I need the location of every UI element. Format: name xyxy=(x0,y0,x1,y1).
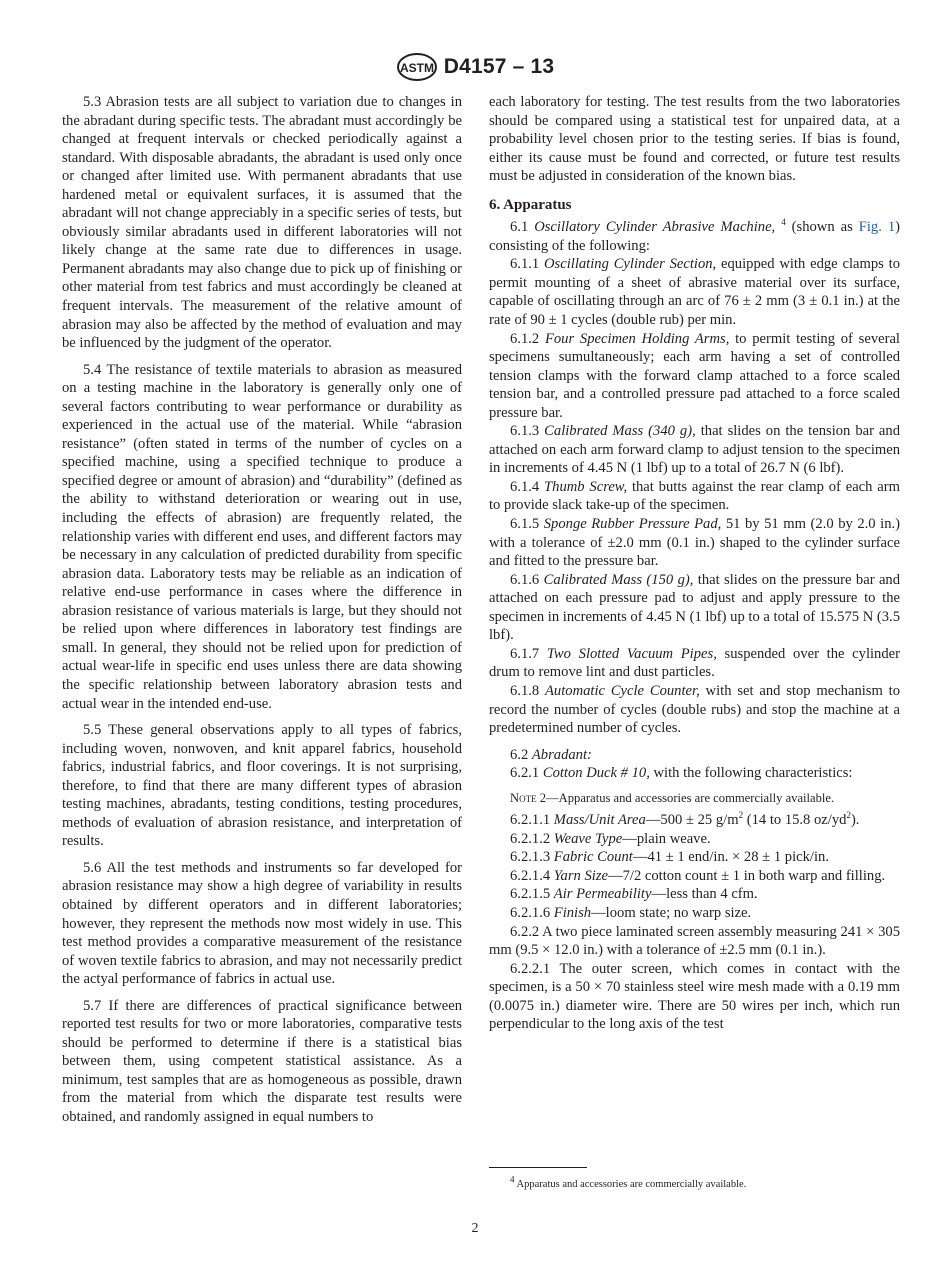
text-run: 5.4 The resistance of textile materials to abrasion as measured on a testing machine in the laboratory is generally only one of several factors contributing to wear performance or durability as experienced in the actual use of the material. While “abrasion resistance” (often stated in terms of the number of cycles on a specified machine, using a specified technique to produce a specified degree or amount of abrasion) and “durability” (defined as the ability to withstand deterioration or wearing out in use, including the effects of abrasion) are frequently related, the relationship varies with different end uses, and different factors may be necessary in any calculation of predicted durability from specific abrasion data. Laboratory tests may be reliable as an indication of relative end-use performance in cases where the difference in abrasion resistance of various materials is large, but they should not be relied upon where differences in laboratory test findings are small. In general, they should not be relied upon for prediction of actual wear-life in specific end uses unless there are data showing the specific relationship between laboratory abrasion tests and actual wear in the intended end-use. xyxy=(62,361,462,712)
text-run: that butts against the rear clamp of each arm to provide slack take-up of the specimen. xyxy=(489,478,900,514)
text-run: (14 to 15.8 oz/yd xyxy=(743,812,847,829)
text-run: Finish xyxy=(553,904,592,921)
text-run: suspended over the cylinder drum to remove lint and dust particles. xyxy=(489,645,900,681)
footnote xyxy=(510,1174,747,1190)
text-run: that slides on the tension bar and attached on each arm forward clamp to adjust tension to the specimen in increments of 4.45 N (1 lbf) up to a total of 26.7 N (6 lbf). xyxy=(489,423,901,477)
text-run: Abradant: xyxy=(531,746,592,763)
footnote-text: Apparatus and accessories are commercially available. xyxy=(514,1179,747,1190)
left-column xyxy=(62,93,462,1127)
text-run: with the following characteristics: xyxy=(649,765,853,782)
figure-link[interactable]: Fig. 1 xyxy=(858,219,896,236)
paragraph xyxy=(62,361,462,713)
text-run: Weave Type xyxy=(553,830,623,847)
text-run: 5.3 Abrasion tests are all subject to variation due to changes in the abradant during specific tests. The abradant must accordingly be changed at frequent intervals or checked periodically against a standard. With disposable abradants, the abradant is used only once or changed after limited use. With permanent abradants that use hardened metal or equivalent surfaces, it is assumed that the abradant will not change appreciably in a specific series of tests, but obviously similar abradants used in different laboratories will not likely change at the same rate due to differences in usage. Permanent abradants may also change due to pick up of finishing or other material from test fabrics and must accordingly be cleaned at frequent intervals. The measurement of the relative amount of abrasion may also be affected by the method of evaluation and may be influenced by the judgment of the operator. xyxy=(62,94,462,352)
text-run: 6.2.1.2 xyxy=(510,830,554,847)
text-run: Note xyxy=(510,790,537,805)
text-run: 6.2.1.6 xyxy=(510,904,554,921)
paragraph xyxy=(489,746,900,765)
paragraph xyxy=(489,764,900,783)
text-run: 6.2.1.1 xyxy=(510,812,554,829)
text-run: —7/2 cotton count ± 1 in both warp and filling. xyxy=(608,867,886,884)
text-run: Calibrated Mass (150 g), xyxy=(543,571,694,588)
text-run: Yarn Size xyxy=(553,867,608,884)
paragraph xyxy=(489,923,900,960)
text-run: —500 ± 25 g/m xyxy=(645,812,739,829)
footnote-divider xyxy=(489,1167,587,1168)
text-run: Fabric Count xyxy=(553,849,633,866)
page-header xyxy=(0,52,950,82)
text-run: 6.1 xyxy=(510,219,535,236)
text-run: 6.2.2 A two piece laminated screen assembly measuring 241 × 305 mm (9.5 × 12.0 in.) with a tolerance of ±2.5 mm (0.1 in.). xyxy=(489,923,900,959)
text-run: (shown as xyxy=(785,219,859,236)
text-run: Four Specimen Holding Arms, xyxy=(544,330,730,347)
footnote-mark: 4 xyxy=(510,1174,515,1185)
text-run: 6.1.1 xyxy=(510,256,545,273)
text-run: 6.1.7 xyxy=(510,645,547,662)
paragraph xyxy=(489,960,900,1034)
text-run: ) consisting of the following: xyxy=(489,219,901,254)
paragraph xyxy=(489,645,900,682)
text-run: 6.2 xyxy=(510,746,532,763)
text-run: 51 by 51 mm (2.0 by 2.0 in.) with a tolerance of ±2.0 mm (0.1 in.) shaped to the cylinder surface and fitted to the pressure bar. xyxy=(489,516,900,570)
paragraph xyxy=(489,885,900,904)
section-heading xyxy=(489,196,900,215)
text-run: 6. Apparatus xyxy=(489,196,572,213)
text-run: 6.2.1.4 xyxy=(510,867,554,884)
right-column xyxy=(489,93,900,1034)
text-run: 2—Apparatus and accessories are commercially available. xyxy=(536,790,835,805)
paragraph xyxy=(489,330,900,423)
text-run: —less than 4 cfm. xyxy=(651,886,758,903)
paragraph xyxy=(489,571,900,645)
paragraph xyxy=(489,422,900,478)
text-run: 6.1.6 xyxy=(510,571,544,588)
text-run: Cotton Duck # 10, xyxy=(542,765,650,782)
text-run: ). xyxy=(850,812,860,829)
superscript: 2 xyxy=(846,810,851,821)
text-run: 5.6 All the test methods and instruments so far developed for abrasion resistance may show a high degree of variability in results obtained by different operators and in different laboratories; however, they represent the methods now most widely in use. This test method provides a comparative measurement of the resistance of woven textile fabrics to abrasion, and may not necessarily predict the actyal performance of fabrics in actual use. xyxy=(62,859,462,988)
text-run: Thumb Screw, xyxy=(544,478,628,495)
note xyxy=(489,789,900,808)
paragraph xyxy=(489,478,900,515)
paragraph xyxy=(489,682,900,738)
text-run: 6.2.2.1 The outer screen, which comes in contact with the specimen, is a 50 × 70 stainless steel wire mesh made with a 0.19 mm (0.0075 in.) diameter wire. There are 50 wires per inch, which run perpendicular to the long axis of the test xyxy=(489,960,900,1033)
text-run: 6.1.5 xyxy=(510,516,544,533)
text-run: equipped with edge clamps to permit mounting of a sheet of abrasive material over its surface, capable of oscillating through an arc of 76 ± 2 mm (3 ± 0.1 in.) at the rate of 90 ± 1 cycles (double rub) per min. xyxy=(489,256,900,329)
text-run: Air Permeability xyxy=(553,886,652,903)
text-run: Calibrated Mass (340 g), xyxy=(544,423,696,440)
superscript: 4 xyxy=(781,217,786,228)
paragraph xyxy=(489,515,900,571)
text-run: —plain weave. xyxy=(622,830,711,847)
paragraph xyxy=(489,904,900,923)
paragraph xyxy=(489,848,900,867)
text-run: 6.1.2 xyxy=(510,330,545,347)
paragraph xyxy=(489,218,900,255)
text-run: 6.1.8 xyxy=(510,682,546,699)
text-run: 5.5 These general observations apply to all types of fabrics, including woven, nonwoven, and knit apparel fabrics, household fabrics, industrial fabrics, and floor coverings. It is not surprising, therefore, to find that there are many different types of abrasion testing machines, abradants, testing conditions, testing procedures, methods of evaluation of abrasion resistance, and interpretation of results. xyxy=(62,722,462,850)
text-run: with set and stop mechanism to record the number of cycles (double rubs) and stop the machine at a predetermined number of cycles. xyxy=(489,682,901,737)
text-run: 6.1.3 xyxy=(510,423,545,440)
superscript: 2 xyxy=(738,810,744,821)
paragraph xyxy=(62,93,462,353)
text-run: Sponge Rubber Pressure Pad, xyxy=(543,516,722,533)
astm-logo-icon xyxy=(396,52,438,82)
text-run: 5.7 If there are differences of practical significance between reported test results for two or more laboratories, comparative tests should be performed to determine if there is a statistical bias between them, using competent statistical assistance. As a minimum, test samples that are as homogeneous as possible, drawn from the material from which the disparate test results were obtained, and randomly assigned in equal numbers to xyxy=(62,997,462,1125)
page-number: 2 xyxy=(471,1221,479,1236)
document-designation: D4157 – 13 xyxy=(443,55,555,78)
text-run: each laboratory for testing. The test results from the two laboratories should be compared using a statistical test for unpaired data, at a probability level chosen prior to the testing series. If bias is found, either its cause must be found and corrected, or future test results must be adjusted in consideration of the known bias. xyxy=(489,94,900,185)
paragraph xyxy=(489,255,900,329)
text-run: —41 ± 1 end/in. × 28 ± 1 pick/in. xyxy=(632,849,829,866)
text-run: Automatic Cycle Counter, xyxy=(545,682,700,699)
paragraph xyxy=(62,721,462,851)
paragraph xyxy=(62,997,462,1127)
text-run: that slides on the pressure bar and attached on each pressure pad to adjust and apply pressure to the specimen in increments of 4.45 N (1 lbf) up to a total of 15.575 N (3.5 lbf). xyxy=(489,571,901,644)
text-run: 6.2.1.5 xyxy=(510,886,554,903)
text-run: Mass/Unit Area xyxy=(553,812,646,829)
paragraph xyxy=(489,830,900,849)
text-run: 6.2.1.3 xyxy=(510,849,554,866)
paragraph xyxy=(489,93,900,186)
paragraph xyxy=(489,811,900,830)
text-run: —loom state; no warp size. xyxy=(591,904,752,921)
svg-text:ASTM: ASTM xyxy=(399,61,434,75)
text-run: Oscillatory Cylinder Abrasive Machine, xyxy=(534,219,776,236)
text-run: 6.1.4 xyxy=(510,478,545,495)
text-run: 6.2.1 xyxy=(510,765,543,782)
paragraph xyxy=(489,867,900,886)
text-run: to permit testing of several specimens sumultaneously; each arm having a set of controlled tension clamps with the forward clamp attached to a force scaled tension bar, and a controlled pressure pad attached to a force scaled pressure bar. xyxy=(489,330,900,421)
paragraph xyxy=(62,859,462,989)
text-run: Oscillating Cylinder Section, xyxy=(544,256,717,273)
text-run: Two Slotted Vacuum Pipes, xyxy=(546,645,717,662)
